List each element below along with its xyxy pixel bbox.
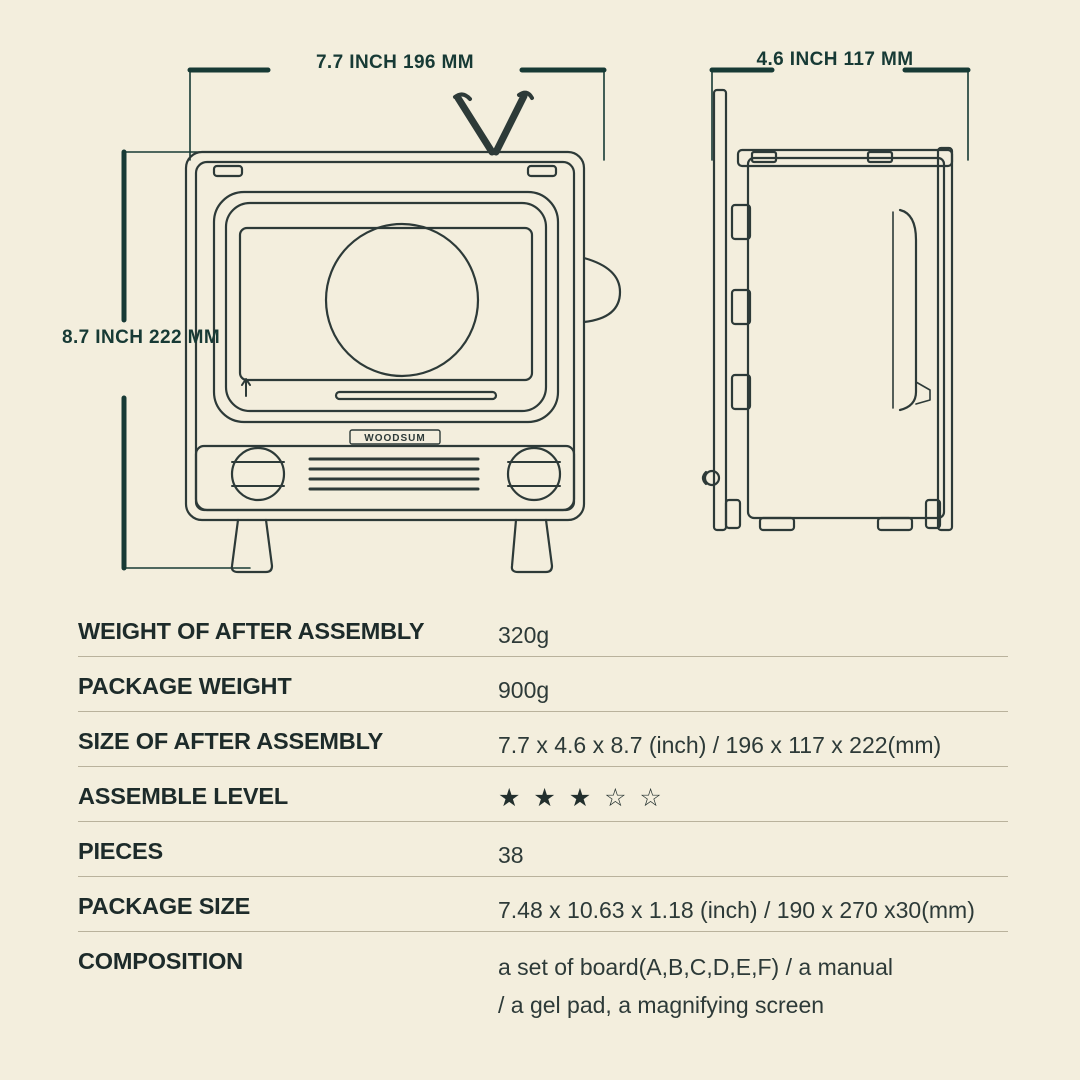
spec-value: 7.7 x 4.6 x 8.7 (inch) / 196 x 117 x 222(mm): [498, 732, 942, 758]
front-width-dimension-label: 7.7 INCH 196 MM: [315, 52, 475, 73]
spec-label: ASSEMBLE LEVEL: [78, 783, 289, 809]
brand-text: WOODSUM: [364, 433, 426, 444]
table-row: [78, 602, 1008, 657]
spec-value: a set of board(A,B,C,D,E,F) / a manual / a gel pad, a magnifying screen: [498, 954, 893, 1018]
spec-label: WEIGHT OF AFTER ASSEMBLY: [78, 618, 425, 644]
spec-value: 7.48 x 10.63 x 1.18 (inch) / 190 x 270 x30(mm): [498, 897, 975, 923]
spec-label: COMPOSITION: [78, 948, 243, 974]
specification-table: [78, 602, 1008, 1028]
front-height-dimension-label: 8.7 INCH 222 MM: [62, 327, 221, 348]
spec-value: 320g: [498, 622, 550, 648]
spec-label: SIZE OF AFTER ASSEMBLY: [78, 728, 384, 754]
table-row: [78, 877, 1008, 932]
table-row: [78, 932, 1008, 1028]
table-row: [78, 822, 1008, 877]
table-row: [78, 712, 1008, 767]
spec-label: PACKAGE SIZE: [78, 893, 251, 919]
side-width-dimension-label: 4.6 INCH 117 MM: [756, 49, 914, 70]
assemble-level-stars: ★ ★ ★ ☆ ☆: [498, 784, 665, 812]
spec-label: PIECES: [78, 838, 163, 864]
table-row: [78, 767, 1008, 822]
spec-label: PACKAGE WEIGHT: [78, 673, 292, 699]
spec-value: 900g: [498, 677, 550, 703]
table-row: [78, 657, 1008, 712]
spec-value: 38: [498, 842, 524, 868]
